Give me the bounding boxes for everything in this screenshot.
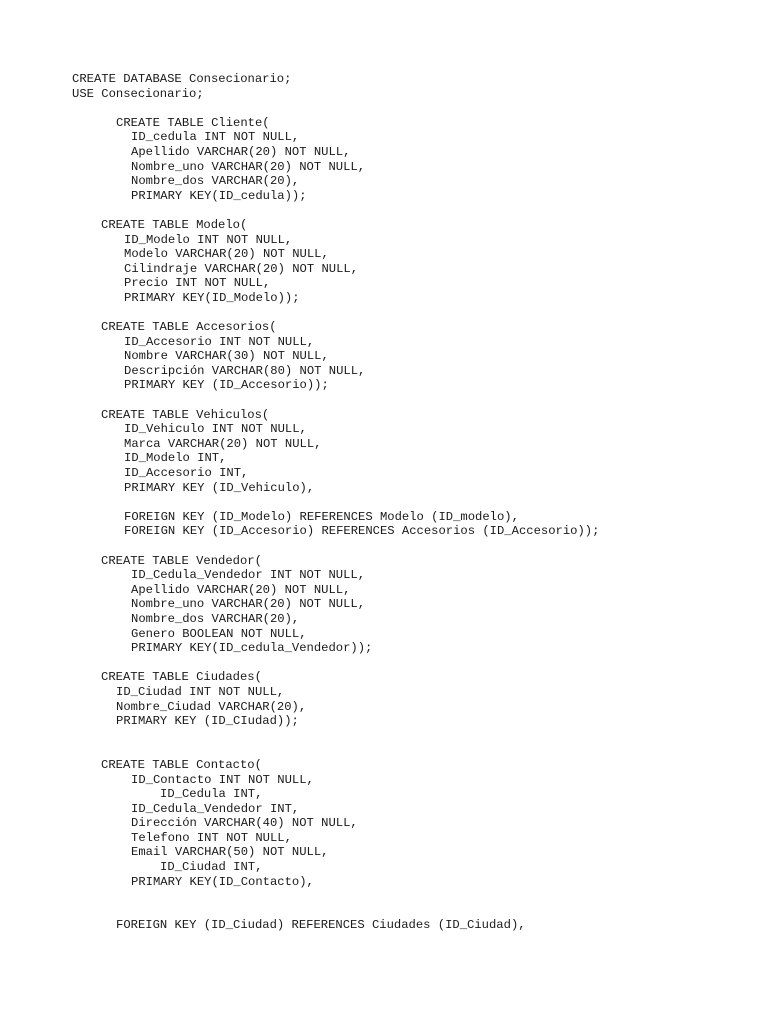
sql-code-block: [0, 72, 768, 933]
code-line: PRIMARY KEY(ID_Modelo));: [124, 290, 300, 305]
code-line: Nombre_dos VARCHAR(20),: [131, 611, 300, 626]
code-line: Descripción VARCHAR(80) NOT NULL,: [124, 363, 366, 378]
code-line: CREATE TABLE Modelo(: [101, 217, 248, 232]
code-line: Telefono INT NOT NULL,: [131, 830, 292, 845]
code-line: Genero BOOLEAN NOT NULL,: [131, 626, 307, 641]
blank-line: [0, 889, 768, 904]
code-line: PRIMARY KEY (ID_Accesorio));: [124, 378, 329, 393]
code-line: USE Consecionario;: [72, 86, 204, 101]
code-line: CREATE DATABASE Consecionario;: [72, 72, 292, 86]
code-line: CREATE TABLE Vehiculos(: [101, 407, 270, 422]
blank-line: [0, 539, 768, 554]
blank-line: [0, 904, 768, 919]
code-line: PRIMARY KEY(ID_Contacto),: [131, 874, 314, 889]
code-line: FOREIGN KEY (ID_Accesorio) REFERENCES Accesorios (ID_Accesorio));: [124, 524, 600, 539]
code-line: CREATE TABLE Accesorios(: [101, 320, 277, 335]
blank-line: [0, 743, 768, 758]
code-line: Nombre VARCHAR(30) NOT NULL,: [124, 349, 329, 364]
code-line: PRIMARY KEY(ID_cedula));: [131, 188, 307, 203]
code-line: ID_Modelo INT NOT NULL,: [124, 232, 293, 247]
code-line: ID_Ciudad INT NOT NULL,: [116, 684, 285, 699]
code-line: CREATE TABLE Vendedor(: [101, 553, 262, 568]
code-line: Nombre_uno VARCHAR(20) NOT NULL,: [131, 159, 366, 174]
code-line: ID_Cedula_Vendedor INT NOT NULL,: [131, 568, 366, 583]
blank-line: [0, 393, 768, 408]
code-line: ID_Ciudad INT,: [160, 860, 263, 875]
code-line: PRIMARY KEY (ID_CIudad));: [116, 714, 299, 729]
code-line: ID_Accesorio INT,: [124, 466, 249, 481]
code-line: PRIMARY KEY(ID_cedula_Vendedor));: [131, 641, 373, 656]
code-line: FOREIGN KEY (ID_Ciudad) REFERENCES Ciudades (ID_Ciudad),: [116, 918, 526, 933]
code-line: FOREIGN KEY (ID_Modelo) REFERENCES Modelo (ID_modelo),: [124, 509, 519, 524]
code-line: ID_Modelo INT,: [124, 451, 227, 466]
code-line: Nombre_Ciudad VARCHAR(20),: [116, 699, 307, 714]
code-line: PRIMARY KEY (ID_Vehiculo),: [124, 480, 315, 495]
code-line: CREATE TABLE Contacto(: [101, 757, 262, 772]
code-line: Nombre_uno VARCHAR(20) NOT NULL,: [131, 597, 366, 612]
code-line: Dirección VARCHAR(40) NOT NULL,: [131, 816, 358, 831]
code-line: Apellido VARCHAR(20) NOT NULL,: [131, 582, 351, 597]
blank-line: [0, 495, 768, 510]
blank-line: [0, 101, 768, 116]
code-line: Marca VARCHAR(20) NOT NULL,: [124, 436, 322, 451]
code-line: CREATE TABLE Cliente(: [116, 115, 270, 130]
code-line: ID_Cedula INT,: [160, 787, 263, 802]
code-line: CREATE TABLE Ciudades(: [101, 670, 262, 685]
code-line: Cilindraje VARCHAR(20) NOT NULL,: [124, 261, 359, 276]
code-line: Apellido VARCHAR(20) NOT NULL,: [131, 144, 351, 159]
code-line: ID_Accesorio INT NOT NULL,: [124, 334, 315, 349]
code-line: ID_Contacto INT NOT NULL,: [131, 772, 314, 787]
blank-line: [0, 729, 768, 744]
blank-line: [0, 306, 768, 321]
blank-line: [0, 656, 768, 671]
code-line: ID_Vehiculo INT NOT NULL,: [124, 422, 307, 437]
code-line: Email VARCHAR(50) NOT NULL,: [131, 845, 329, 860]
code-line: Modelo VARCHAR(20) NOT NULL,: [124, 247, 329, 262]
code-line: ID_cedula INT NOT NULL,: [131, 130, 300, 145]
code-line: Precio INT NOT NULL,: [124, 276, 271, 291]
blank-line: [0, 203, 768, 218]
code-line: Nombre_dos VARCHAR(20),: [131, 174, 300, 189]
code-line: ID_Cedula_Vendedor INT,: [131, 801, 300, 816]
